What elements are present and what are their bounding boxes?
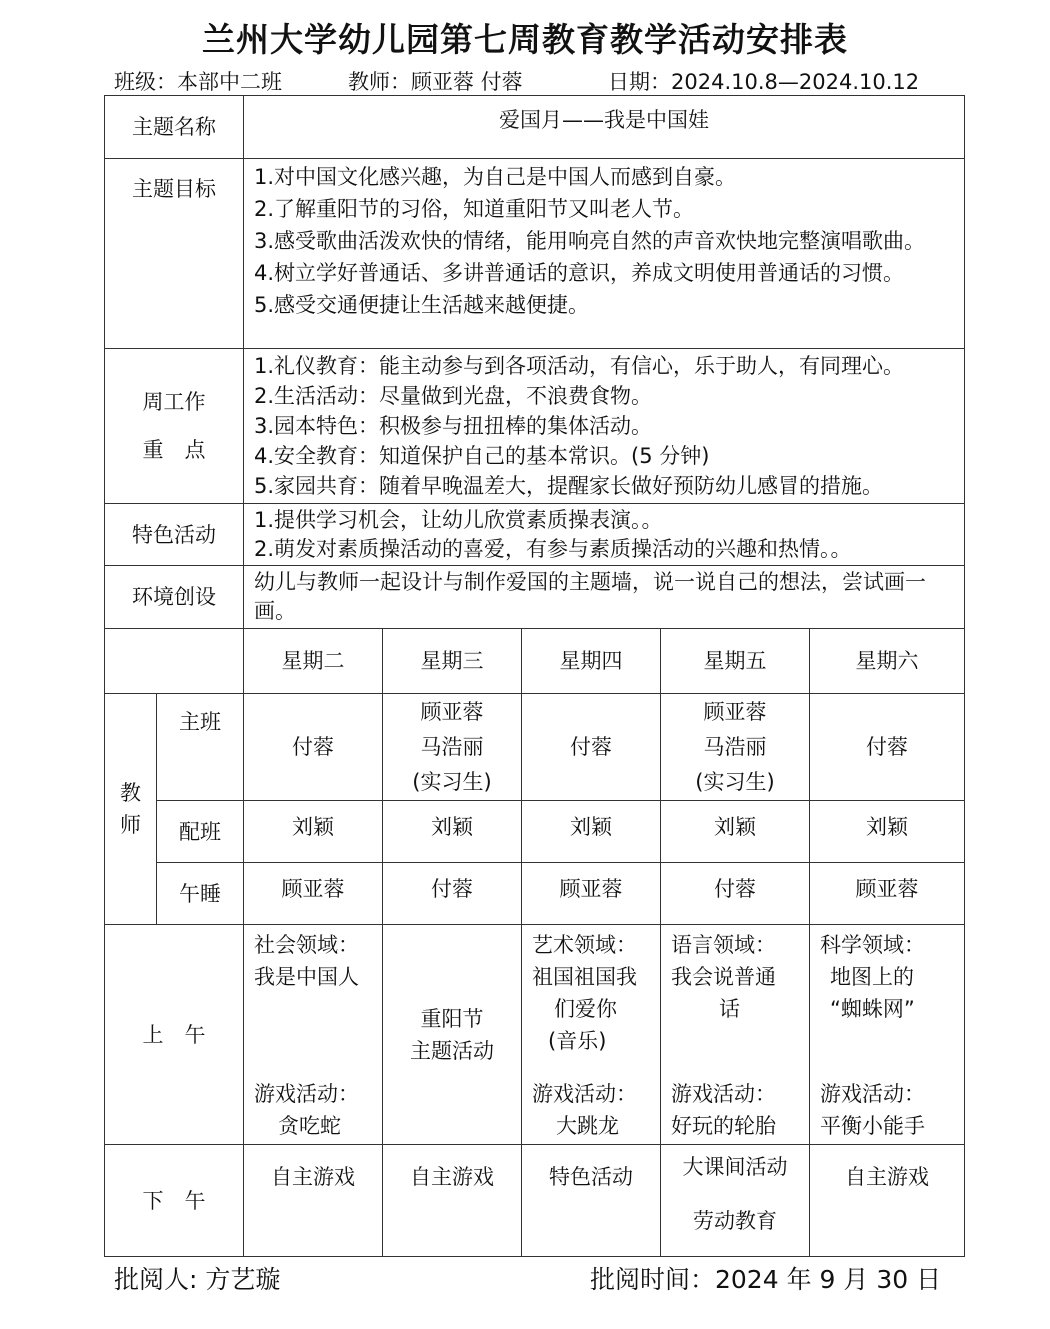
nap-teacher-label: 午睡 — [157, 863, 244, 925]
day-header: 星期六 — [810, 629, 965, 694]
goal-item: 5.感受交通便捷让生活越来越便捷。 — [254, 293, 590, 317]
main-teacher-row — [105, 694, 965, 801]
nap-teacher-cell: 顾亚蓉 — [522, 863, 661, 925]
assist-teacher-label: 配班 — [157, 801, 244, 863]
environment-label: 环境创设 — [105, 566, 244, 629]
main-teacher-cell: 付蓉 — [522, 694, 661, 801]
day-header: 星期五 — [661, 629, 810, 694]
main-teacher-label: 主班 — [157, 694, 244, 801]
special-item: 2.萌发对素质操活动的喜爱，有参与素质操活动的兴趣和热情。。 — [254, 537, 852, 561]
nap-teacher-cell: 顾亚蓉 — [244, 863, 383, 925]
focus-item: 1.礼仪教育：能主动参与到各项活动，有信心，乐于助人，有同理心。 — [254, 354, 905, 378]
main-teacher-cell: 顾亚蓉 马浩丽 (实习生) — [383, 694, 522, 801]
morning-game: 游戏活动： 贪吃蛇 — [254, 1082, 359, 1138]
theme-name-value: 爱国月——我是中国娃 — [244, 96, 965, 159]
morning-game: 游戏活动： 大跳龙 — [532, 1082, 637, 1138]
weekly-focus-list — [244, 349, 965, 504]
afternoon-row — [105, 1145, 965, 1257]
header-blank-cell — [105, 629, 244, 694]
teachers-label: 教 师 — [105, 694, 157, 925]
special-item: 1.提供学习机会，让幼儿欣赏素质操表演。。 — [254, 508, 663, 532]
weekly-focus-row — [105, 349, 965, 504]
morning-game: 游戏活动： 平衡小能手 — [820, 1082, 925, 1138]
assist-teacher-cell: 刘颖 — [244, 801, 383, 863]
theme-name-row — [105, 96, 965, 159]
focus-item: 2.生活活动：尽量做到光盘，不浪费食物。 — [254, 384, 653, 408]
special-activity-list — [244, 504, 965, 566]
morning-cell-tue: 社会领域： 我是中国人 游戏活动： 贪吃蛇 — [244, 925, 383, 1145]
days-header-row — [105, 629, 965, 694]
assist-teacher-cell: 刘颖 — [810, 801, 965, 863]
goal-item: 2.了解重阳节的习俗，知道重阳节又叫老人节。 — [254, 197, 695, 221]
assist-teacher-cell: 刘颖 — [661, 801, 810, 863]
focus-item: 5.家园共育：随着早晚温差大，提醒家长做好预防幼儿感冒的措施。 — [254, 474, 884, 498]
goal-item: 3.感受歌曲活泼欢快的情绪，能用响亮自然的声音欢快地完整演唱歌曲。 — [254, 229, 926, 253]
assist-teacher-row — [105, 801, 965, 863]
teacher-info: 教师：顾亚蓉 付蓉 — [348, 70, 523, 94]
afternoon-cell: 大课间活动 劳动教育 — [661, 1145, 810, 1257]
afternoon-cell: 自主游戏 — [244, 1145, 383, 1257]
afternoon-cell: 自主游戏 — [383, 1145, 522, 1257]
morning-cell-wed: 重阳节 主题活动 — [383, 925, 522, 1145]
page-title: 兰州大学幼儿园第七周教育教学活动安排表 — [202, 20, 848, 59]
main-teacher-cell: 付蓉 — [810, 694, 965, 801]
morning-cell-fri: 语言领域： 我会说普通 话 游戏活动： 好玩的轮胎 — [661, 925, 810, 1145]
afternoon-cell: 特色活动 — [522, 1145, 661, 1257]
date-info: 日期：2024.10.8—2024.10.12 — [608, 70, 920, 94]
theme-goals-row — [105, 159, 965, 349]
review-time: 批阅时间：2024 年 9 月 30 日 — [590, 1265, 942, 1294]
day-header: 星期二 — [244, 629, 383, 694]
main-teacher-cell: 顾亚蓉 马浩丽 (实习生) — [661, 694, 810, 801]
afternoon-cell: 自主游戏 — [810, 1145, 965, 1257]
assist-teacher-cell: 刘颖 — [383, 801, 522, 863]
theme-goals-list — [244, 159, 965, 349]
focus-item: 3.园本特色：积极参与扭扭棒的集体活动。 — [254, 414, 653, 438]
nap-teacher-cell: 顾亚蓉 — [810, 863, 965, 925]
morning-cell-thu: 艺术领域： 祖国祖国我 们爱你 (音乐) 游戏活动： 大跳龙 — [522, 925, 661, 1145]
main-teacher-cell: 付蓉 — [244, 694, 383, 801]
schedule-table — [104, 95, 965, 1257]
special-activity-label: 特色活动 — [105, 504, 244, 566]
environment-text: 幼儿与教师一起设计与制作爱国的主题墙，说一说自己的想法，尝试画一画。 — [244, 566, 965, 629]
nap-teacher-cell: 付蓉 — [383, 863, 522, 925]
assist-teacher-cell: 刘颖 — [522, 801, 661, 863]
theme-goals-label: 主题目标 — [105, 159, 244, 349]
afternoon-label: 下 午 — [105, 1145, 244, 1257]
special-activity-row — [105, 504, 965, 566]
morning-label: 上 午 — [105, 925, 244, 1145]
day-header: 星期四 — [522, 629, 661, 694]
goal-item: 1.对中国文化感兴趣，为自己是中国人而感到自豪。 — [254, 165, 737, 189]
day-header: 星期三 — [383, 629, 522, 694]
nap-teacher-row — [105, 863, 965, 925]
morning-game: 游戏活动： 好玩的轮胎 — [671, 1082, 776, 1138]
theme-name-label: 主题名称 — [105, 96, 244, 159]
reviewer: 批阅人: 方艺璇 — [114, 1265, 281, 1294]
class-info: 班级：本部中二班 — [114, 70, 282, 94]
morning-cell-sat: 科学领域： 地图上的 “蜘蛛网” 游戏活动： 平衡小能手 — [810, 925, 965, 1145]
goal-item: 4.树立学好普通话、多讲普通话的意识，养成文明使用普通话的习惯。 — [254, 261, 905, 285]
nap-teacher-cell: 付蓉 — [661, 863, 810, 925]
weekly-focus-label: 周工作 重 点 — [105, 349, 244, 504]
morning-row — [105, 925, 965, 1145]
focus-item: 4.安全教育：知道保护自己的基本常识。(5 分钟) — [254, 444, 710, 468]
environment-row — [105, 566, 965, 629]
